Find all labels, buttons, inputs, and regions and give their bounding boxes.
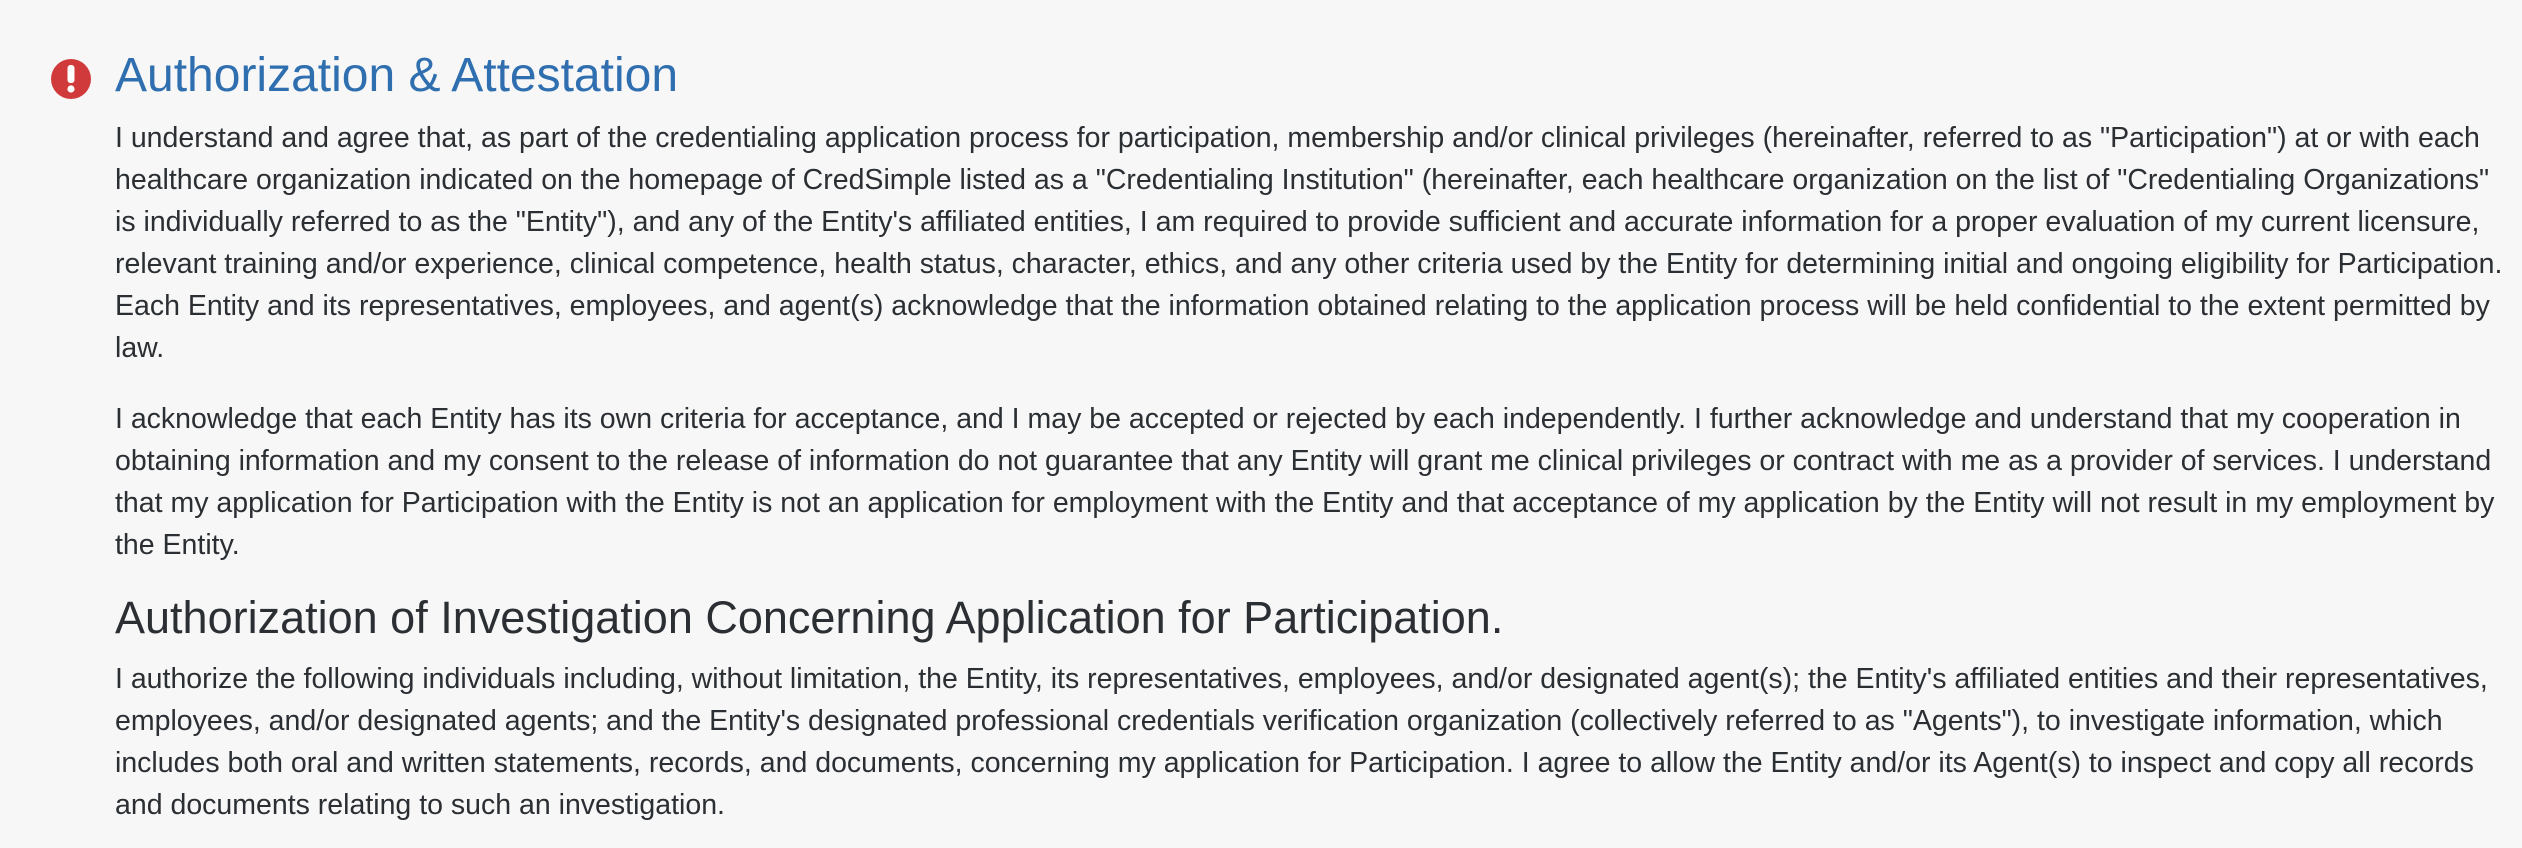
section-title: Authorization & Attestation	[115, 49, 679, 102]
subsection-title: Authorization of Investigation Concerning Application for Participation.	[115, 592, 1504, 643]
exclamation-circle-icon	[51, 59, 91, 99]
acknowledgement-paragraph: I acknowledge that each Entity has its own criteria for acceptance, and I may be accepted or rejected by each independently. I further acknowledge and understand that my cooperation in obtaining information and my consent to the release of information do not guarantee that any Entity will grant me clinical privileges or contract with me as a provider of services. I understand that my application for Participation with the Entity is not an application for employment with the Entity and that acceptance of my application by the Entity will not result in my employment by the Entity.	[115, 403, 2495, 561]
investigation-paragraph: I authorize the following individuals including, without limitation, the Entity, its representatives, employees, and/or designated agent(s); the Entity's affiliated entities and their representatives, employees, and/or designated agents; and the Entity's designated professional credentials verification organization (collectively referred to as "Agents"), to investigate information, which includes both oral and written statements, records, and documents, concerning my application for Participation. I agree to allow the Entity and/or its Agent(s) to inspect and copy all records and documents relating to such an investigation.	[115, 663, 2488, 821]
attestation-paragraph: I understand and agree that, as part of the credentialing application process for participation, membership and/or clinical privileges (hereinafter, referred to as "Participation") at or with each healthcare organization indicated on the homepage of CredSimple listed as a "Credentialing Institution" (hereinafter, each healthcare organization on the list of "Credentialing Organizations" is individually referred to as the "Entity"), and any of the Entity's affiliated entities, I am required to provide sufficient and accurate information for a proper evaluation of my current licensure, relevant training and/or experience, clinical competence, health status, character, ethics, and any other criteria used by the Entity for determining initial and ongoing eligibility for Participation. Each Entity and its representatives, employees, and agent(s) acknowledge that the information obtained relating to the application process will be held confidential to the extent permitted by law.	[115, 122, 2503, 364]
